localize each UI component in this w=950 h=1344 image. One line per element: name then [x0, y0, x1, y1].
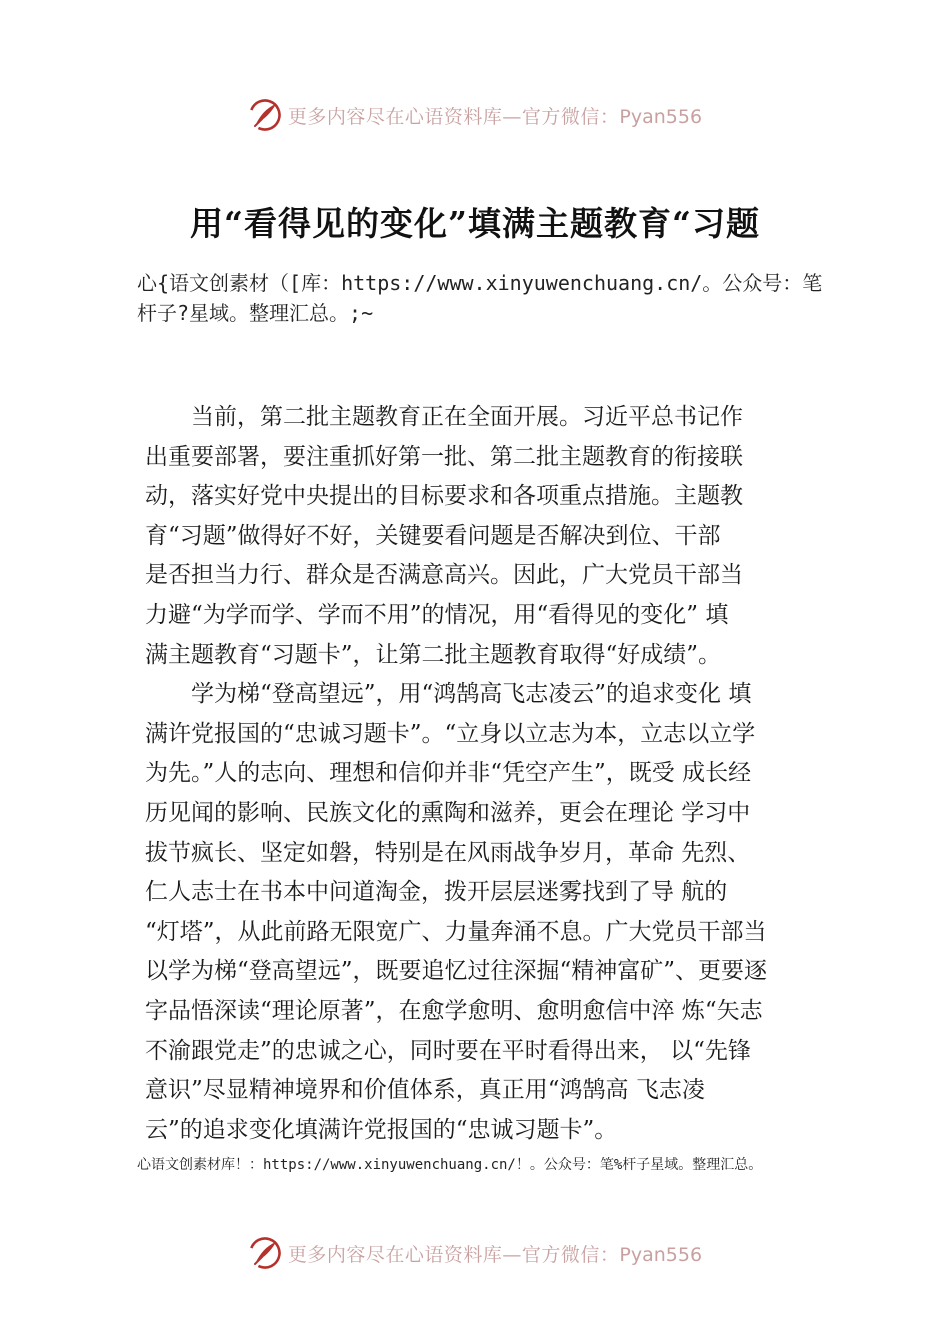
text-line: 以学为梯“登高望远”，既要追忆过往深掘“精神富矿”、更要逐	[145, 958, 768, 985]
wechat-id: Pyan556	[619, 105, 703, 128]
bottom-banner	[0, 1233, 950, 1273]
text-line: 不渝跟党走”的忠诚之心，同时要在平时看得出来， 以“先锋	[145, 1037, 751, 1064]
text-line: 字品悟深读“理论原著”，在愈学愈明、愈明愈信中淬 炼“矢志	[145, 997, 763, 1024]
top-banner	[0, 95, 950, 135]
document-title: 用“看得见的变化”填满主题教育“习题	[190, 204, 760, 243]
text-line: 为先。”人的志向、理想和信仰并非“凭空产生”，既受 成长经	[145, 760, 752, 787]
article-body	[145, 398, 825, 1150]
text-line: 是否担当力行、群众是否满意高兴。因此，广大党员干部当	[145, 562, 743, 589]
text-line: 育“习题”做得好不好，关键要看问题是否解决到位、干部	[145, 522, 721, 549]
banner-text: 更多内容尽在心语资料库—官方微信：Pyan556	[287, 1243, 703, 1266]
paragraph-2	[145, 675, 825, 1150]
source-line: 心{语文创素材（[库：https://www.xinyuwenchuang.cn/。公众号：笔杆子?星域。整理汇总。;~	[137, 271, 823, 325]
wechat-id: Pyan556	[619, 1243, 703, 1266]
footer-note: 心语文创素材库！：https://www.xinyuwenchuang.cn/！。公众号：笔%杆子星域。整理汇总。	[137, 1157, 763, 1173]
text-line: 动，落实好党中央提出的目标要求和各项重点措施。主题教	[145, 483, 743, 510]
text-line: “灯塔”，从此前路无限宽广、力量奔涌不息。广大党员干部当	[145, 918, 767, 945]
text-line: 历见闻的影响、民族文化的熏陶和滋养，更会在理论 学习中	[145, 799, 751, 826]
text-line: 满主题教育“习题卡”，让第二批主题教育取得“好成绩”。	[145, 641, 722, 668]
text-line: 满许党报国的“忠诚习题卡”。“立身以立志为本，立志以立学	[145, 720, 756, 747]
text-line: 力避“为学而学、学而不用”的情况，用“看得见的变化” 填	[145, 601, 729, 628]
quill-pen-logo-icon	[248, 98, 282, 132]
text-line: 仁人志士在书本中问道淘金，拨开层层迷雾找到了导 航的	[145, 879, 728, 906]
text-line: 当前，第二批主题教育正在全面开展。习近平总书记作	[191, 404, 743, 430]
text-line: 学为梯“登高望远”，用“鸿鹄高飞志凌云”的追求变化 填	[191, 681, 752, 708]
text-line: 拔节疯长、坚定如磐，特别是在风雨战争岁月，革命 先烈、	[145, 839, 751, 866]
banner-text: 更多内容尽在心语资料库—官方微信：Pyan556	[287, 105, 703, 128]
text-line: 出重要部署，要注重抓好第一批、第二批主题教育的衔接联	[145, 443, 743, 470]
text-line: 云”的追求变化填满许党报国的“忠诚习题卡”。	[145, 1116, 618, 1143]
text-line: 意识”尽显精神境界和价值体系，真正用“鸿鹄高 飞志凌	[145, 1077, 705, 1104]
quill-pen-logo-icon	[248, 1236, 282, 1270]
paragraph-1	[145, 398, 825, 675]
